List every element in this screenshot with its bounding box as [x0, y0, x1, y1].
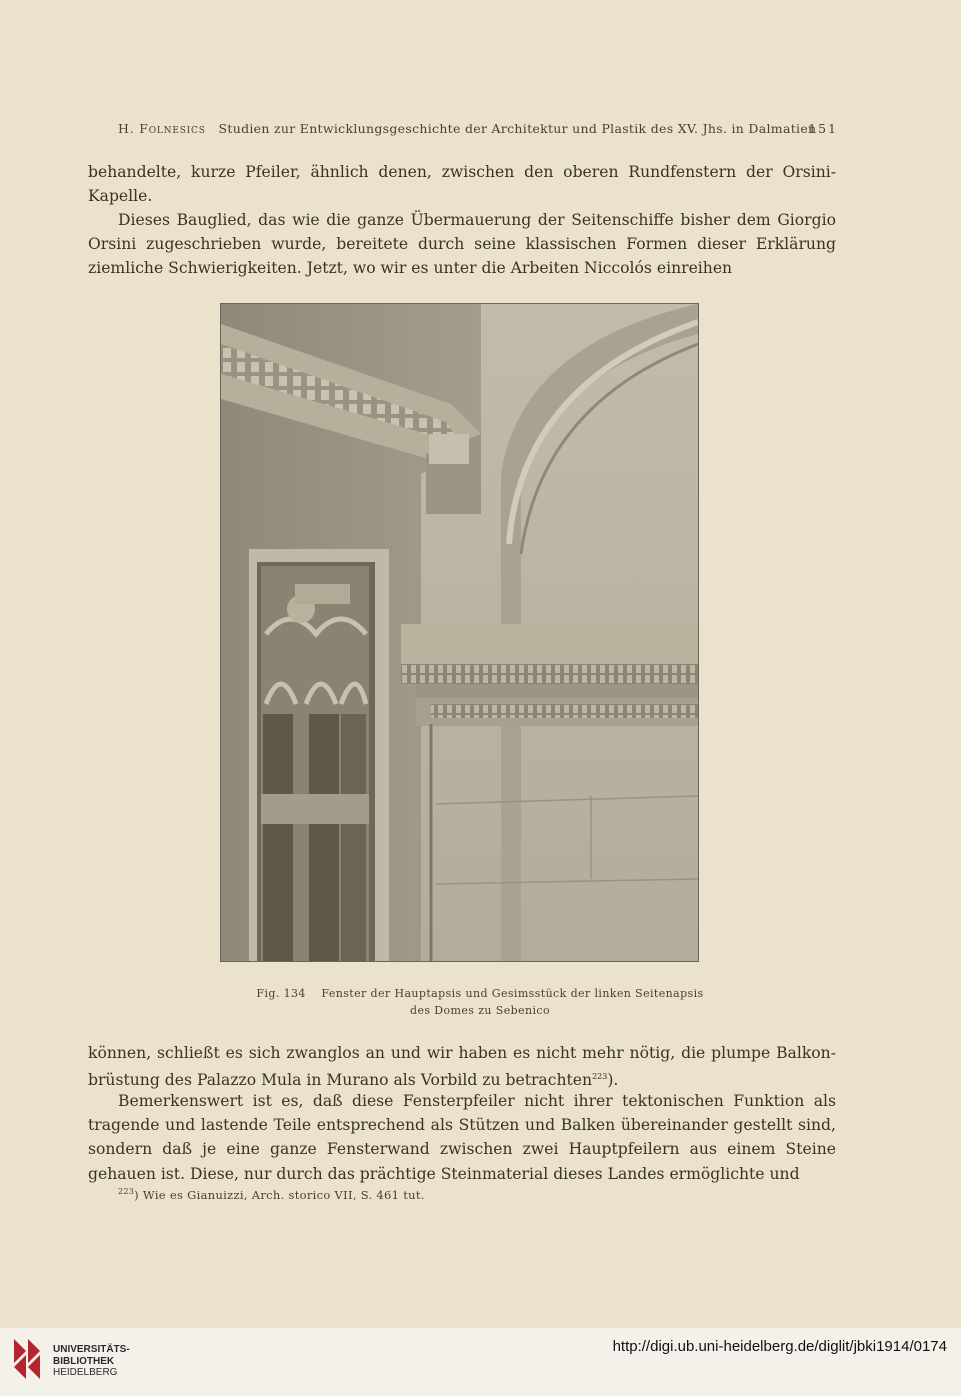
library-line-2: BIBLIOTHEK	[53, 1355, 115, 1367]
footnote-number: 223	[118, 1187, 135, 1196]
paragraph-4: Bemerkenswert ist es, daß diese Fensterpfeiler nicht ihrer tektonischen Funktion als tragende und lastende Teile entsprechend als Stützen und Balken übereinander gestellt sind, sondern daß je eine ganze Fensterwand zwischen zwei Hauptpfeilern aus einem Steine gehauen ist. Diese, nur durch das prächtige Steinmaterial dieses Landes ermöglichte und	[88, 1092, 836, 1183]
header-title: Studien zur Entwicklungsgeschichte der Architektur und Plastik des XV. Jhs. in Dalmatien	[218, 121, 817, 136]
header-author: H. Folnesics	[118, 121, 206, 136]
page-number: 151	[808, 121, 838, 136]
running-head	[118, 121, 838, 136]
paragraph-3-end: ).	[607, 1071, 619, 1090]
university-library-logo-icon[interactable]	[12, 1337, 42, 1381]
figure-photograph	[221, 304, 698, 961]
figure-caption	[170, 985, 790, 1019]
paragraph-3-text: können, schließt es sich zwanglos an und wir haben es nicht mehr nötig, die plumpe Balkon-brüstung des Palazzo Mula in Murano als Vorbild zu betrachten	[88, 1044, 836, 1090]
figure-label: Fig. 134	[256, 987, 306, 1000]
footnote	[118, 1187, 838, 1202]
footnote-ref-223: 223	[592, 1072, 608, 1082]
paragraph-3	[88, 1041, 836, 1093]
caption-line-2: des Domes zu Sebenico	[410, 1004, 550, 1017]
architecture-photo-illustration	[221, 304, 698, 961]
footnote-text: ) Wie es Gianuizzi, Arch. storico VII, S. 461 tut.	[134, 1187, 425, 1202]
library-name	[53, 1344, 130, 1379]
caption-line-1: Fenster der Hauptapsis und Gesimsstück der linken Seitenapsis	[321, 987, 704, 1000]
library-line-1: UNIVERSITÄTS-	[53, 1344, 130, 1355]
paragraph-2: Dieses Bauglied, das wie die ganze Übermauerung der Seitenschiffe bisher dem Giorgio Orsini zugeschrieben wurde, bereitete durch seine klassischen Formen dieser Erklärung ziemliche Schwierigkeiten. Jetzt, wo wir es unter die Arbeiten Niccolós einreihen	[88, 211, 836, 278]
permalink-url[interactable]: http://digi.ub.uni-heidelberg.de/diglit/jbki1914/0174	[612, 1338, 947, 1355]
library-line-3: HEIDELBERG	[53, 1367, 118, 1378]
paragraph-1: behandelte, kurze Pfeiler, ähnlich denen, zwischen den oberen Rundfenstern der Orsini-Kapelle.	[88, 163, 836, 206]
